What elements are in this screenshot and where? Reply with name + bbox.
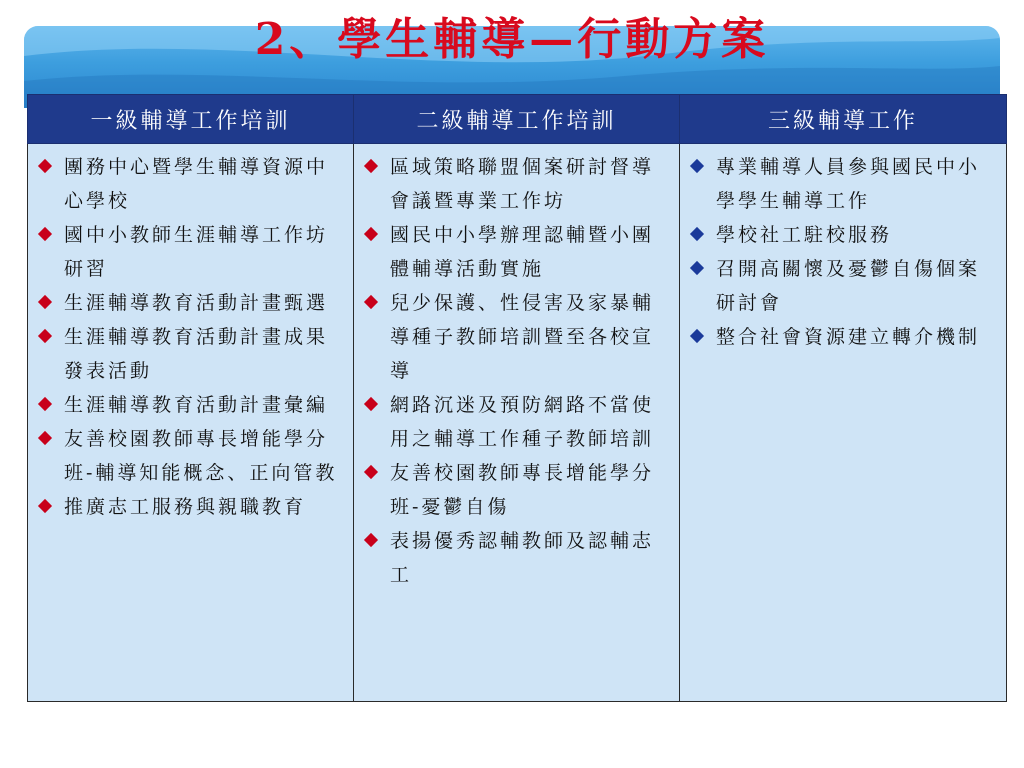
list-item: 生涯輔導教育活動計畫彙編 [36, 388, 347, 422]
list-item: 兒少保護、性侵害及家暴輔導種子教師培訓暨至各校宣導 [362, 286, 673, 388]
action-plan-table-wrap [27, 94, 1006, 702]
red-diamond-bullet-icon [362, 218, 390, 252]
list-item: 整合社會資源建立轉介機制 [688, 320, 1000, 354]
red-diamond-bullet-icon [36, 388, 64, 422]
column-cell-level-2 [354, 144, 680, 702]
red-diamond-bullet-icon [362, 456, 390, 490]
red-diamond-bullet-icon [36, 218, 64, 252]
column-cell-level-3 [680, 144, 1007, 702]
list-item: 專業輔導人員參與國民中小學學生輔導工作 [688, 150, 1000, 218]
red-diamond-bullet-icon [36, 286, 64, 320]
list-item: 召開高關懷及憂鬱自傷個案研討會 [688, 252, 1000, 320]
column-header-level-2: 二級輔導工作培訓 [354, 95, 680, 144]
red-diamond-bullet-icon [362, 150, 390, 184]
column-header-level-1: 一級輔導工作培訓 [28, 95, 354, 144]
column-cell-level-1 [28, 144, 354, 702]
list-item: 友善校園教師專長增能學分班-憂鬱自傷 [362, 456, 673, 524]
table-header-row [28, 95, 1007, 144]
red-diamond-bullet-icon [36, 422, 64, 456]
list-item: 友善校園教師專長增能學分班-輔導知能概念、正向管教 [36, 422, 347, 490]
red-diamond-bullet-icon [36, 150, 64, 184]
red-diamond-bullet-icon [362, 388, 390, 422]
list-item: 學校社工駐校服務 [688, 218, 1000, 252]
action-plan-table [27, 94, 1007, 702]
blue-diamond-bullet-icon [688, 252, 716, 286]
red-diamond-bullet-icon [36, 490, 64, 524]
column-header-level-3: 三級輔導工作 [680, 95, 1007, 144]
list-item: 區域策略聯盟個案研討督導會議暨專業工作坊 [362, 150, 673, 218]
list-item: 國中小教師生涯輔導工作坊研習 [36, 218, 347, 286]
blue-diamond-bullet-icon [688, 320, 716, 354]
red-diamond-bullet-icon [362, 524, 390, 558]
list-item: 表揚優秀認輔教師及認輔志工 [362, 524, 673, 592]
list-item: 團務中心暨學生輔導資源中心學校 [36, 150, 347, 218]
red-diamond-bullet-icon [36, 320, 64, 354]
blue-diamond-bullet-icon [688, 218, 716, 252]
list-item: 網路沉迷及預防網路不當使用之輔導工作種子教師培訓 [362, 388, 673, 456]
list-item: 國民中小學辦理認輔暨小團體輔導活動實施 [362, 218, 673, 286]
blue-diamond-bullet-icon [688, 150, 716, 184]
list-item: 生涯輔導教育活動計畫成果發表活動 [36, 320, 347, 388]
table-body-row [28, 144, 1007, 702]
list-item: 生涯輔導教育活動計畫甄選 [36, 286, 347, 320]
slide-title: 2、學生輔導—行動方案 [254, 14, 770, 65]
red-diamond-bullet-icon [362, 286, 390, 320]
list-item: 推廣志工服務與親職教育 [36, 490, 347, 524]
